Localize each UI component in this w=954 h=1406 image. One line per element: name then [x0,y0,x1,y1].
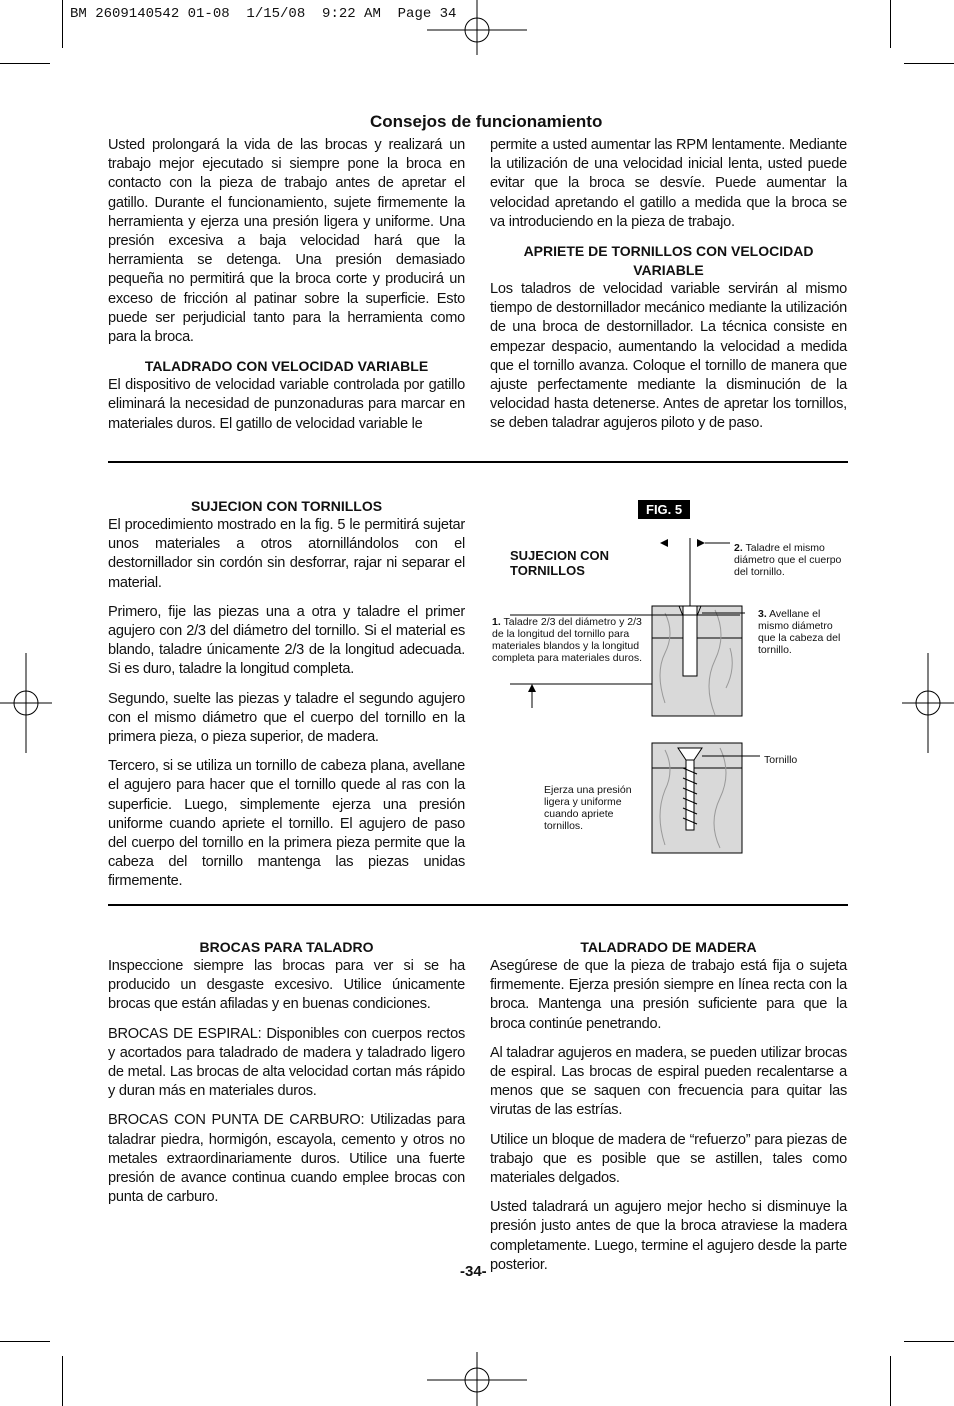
sujecion-paragraph-3: Segundo, suelte las piezas y taladre el segundo agujero con el mismo diámetro que el cuerpo del tornillo en la primera pieza, o pieza superior, de madera. [108,690,465,746]
step-3-label [758,608,850,656]
brocas-paragraph-3: BROCAS CON PUNTA DE CARBURO: Utilizadas para taladrar piedra, hormigón, escayola, cemento y otros no metales extraordinariamente duros. Utilice una fuerte presión de avance continua cuando emplee brocas con punta de carburo. [108,1112,465,1206]
madera-paragraph-3: Utilice un bloque de madera de “refuerzo” para piezas de trabajo que es posible que se astillen, tales como materiales delgados. [490,1131,847,1187]
step-1-number: 1. [492,616,501,628]
step-1-label [492,616,642,664]
figure-tag: FIG. 5 [638,500,690,519]
section-title: Consejos de funcionamiento [370,112,603,131]
madera-paragraph-1: Asegúrese de que la pieza de trabajo está fija o sujeta firmemente. Ejerza presión siempre en línea recta con la broca. Mantenga una presión suficiente para que la broca continúe penetrando. [490,958,847,1032]
screw-label: Tornillo [764,754,798,766]
apriete-heading: APRIETE DE TORNILLOS CON VELOCIDAD VARIABLE [523,243,814,279]
step-1-text: Taladre 2/3 del diámetro y 2/3 de la longitud del tornillo para materiales blandos y la longitud completa para materiales duros. [492,616,642,664]
figure-heading-line-2: TORNILLOS [510,563,585,578]
step-3-text: Avellane el mismo diámetro que la cabeza del tornillo. [758,608,841,656]
step-2-label [734,542,844,578]
step-2-number: 2. [734,542,743,554]
brocas-paragraph-2: BROCAS DE ESPIRAL: Disponibles con cuerpos rectos y acortados para taladrado de madera y taladrado ligero de metal. Las brocas de alta velocidad cortan más rápido y duran más en materiales duros. [108,1025,465,1100]
madera-heading: TALADRADO DE MADERA [580,939,757,955]
print-slug: BM 2609140542 01-08 1/15/08 9:22 AM Page 34 [70,6,457,22]
sujecion-paragraph-1: El procedimiento mostrado en la fig. 5 le permitirá sujetar unos materiales a otros atornillándolos con el destornillador sin cordón sin desforrar, rajar ni separar el material. [108,517,465,591]
intro-right-column [490,136,847,434]
intro-left-column [108,136,465,434]
madera-paragraph-2: Al taladrar agujeros en madera, se pueden utilizar brocas de espiral. Las brocas de espiral pueden recalentarse a menos que se saquen con frecuencia para quitar las virutas de las estrías. [490,1044,847,1119]
divider-rule-2 [108,904,848,906]
velocidad-text-left: El dispositivo de velocidad variable controlada por gatillo eliminará la necesidad de punzonaduras para marcar en materiales duros. El gatillo de velocidad variable le [108,377,465,432]
divider-rule [108,461,848,463]
sujecion-paragraph-2: Primero, fije las piezas una a otra y taladre el primer agujero con 2/3 del diámetro del tornillo. Si el material es blando, taladre únicamente 2/3 de la longitud adecuada. Si es duro, taladre la longitud completa. [108,603,465,678]
madera-paragraph-4: Usted taladrará un agujero mejor hecho si disminuye la presión justo antes de que la broca atraviese la madera completamente. Luego, termine el agujero desde la parte posterior. [490,1199,847,1273]
brocas-paragraph-1: Inspeccione siempre las brocas para ver si se ha producido un desgaste excesivo. Utilice únicamente brocas que están afiladas y en buenas condiciones. [108,958,465,1013]
brocas-heading: BROCAS PARA TALADRO [199,939,374,955]
figure-heading-line-1: SUJECION CON [510,548,609,563]
sujecion-column [108,497,465,892]
sujecion-paragraph-4: Tercero, si se utiliza un tornillo de cabeza plana, avellane el agujero para hacer que el tornillo quede al ras con la superficie. Luego, simplemente ejerza una presión uniforme cuando apriete el tornillo. El agujero de paso del cuerpo del tornillo en la primera pieza permite que la cabeza del tornillo mantenga las piezas unidas firmemente. [108,758,465,890]
brocas-column [108,938,465,1207]
page-number: -34- [460,1263,487,1280]
sujecion-heading: SUJECION CON TORNILLOS [190,498,383,514]
apriete-text: Los taladros de velocidad variable servirán al mismo tiempo de destornillador mecánico mediante la utilización de una broca de destornillador. La técnica consiste en empezar despacio, aumentando la velocidad a medida que el tornillo avanza. Coloque el tornillo de manera que ajuste perfectamente mediante la disminución de la velocidad hasta detenerse. Antes de apretar los tornillos, se deben taladrar agujeros piloto y de paso. [490,281,847,432]
velocidad-text-right: permite a usted aumentar las RPM lentamente. Mediante la utilización de una velocidad inicial lenta, usted puede evitar que la broca se desvíe. Puede aumentar la velocidad apretando el gatillo a medida que la broca se va introduciendo en la pieza de trabajo. [490,137,847,230]
step-3-number: 3. [758,608,767,620]
velocidad-heading: TALADRADO CON VELOCIDAD VARIABLE [144,358,429,375]
pressure-label: Ejerza una presión ligera y uniforme cuando apriete tornillos. [544,784,632,832]
step-2-text: Taladre el mismo diámetro que el cuerpo del tornillo. [734,542,842,578]
intro-paragraph: Usted prolongará la vida de las brocas y realizará un trabajo mejor ejecutado si siempre pone la broca en contacto con la pieza de trabajo antes de apretar el gatillo. Durante el funcionamiento, sujete firmemente la herramienta y ejerza una presión ligera y uniforme. Una presión excesiva a baja velocidad hará que la herramienta se detenga. Una presión demasiado pequeña no permitirá que la broca corte y producirá un exceso de fricción al patinar sobre la superficie. Esto puede ser perjudicial tanto para la herramienta como para la broca. [108,137,465,346]
figure-5 [480,498,860,868]
madera-column [490,938,847,1275]
